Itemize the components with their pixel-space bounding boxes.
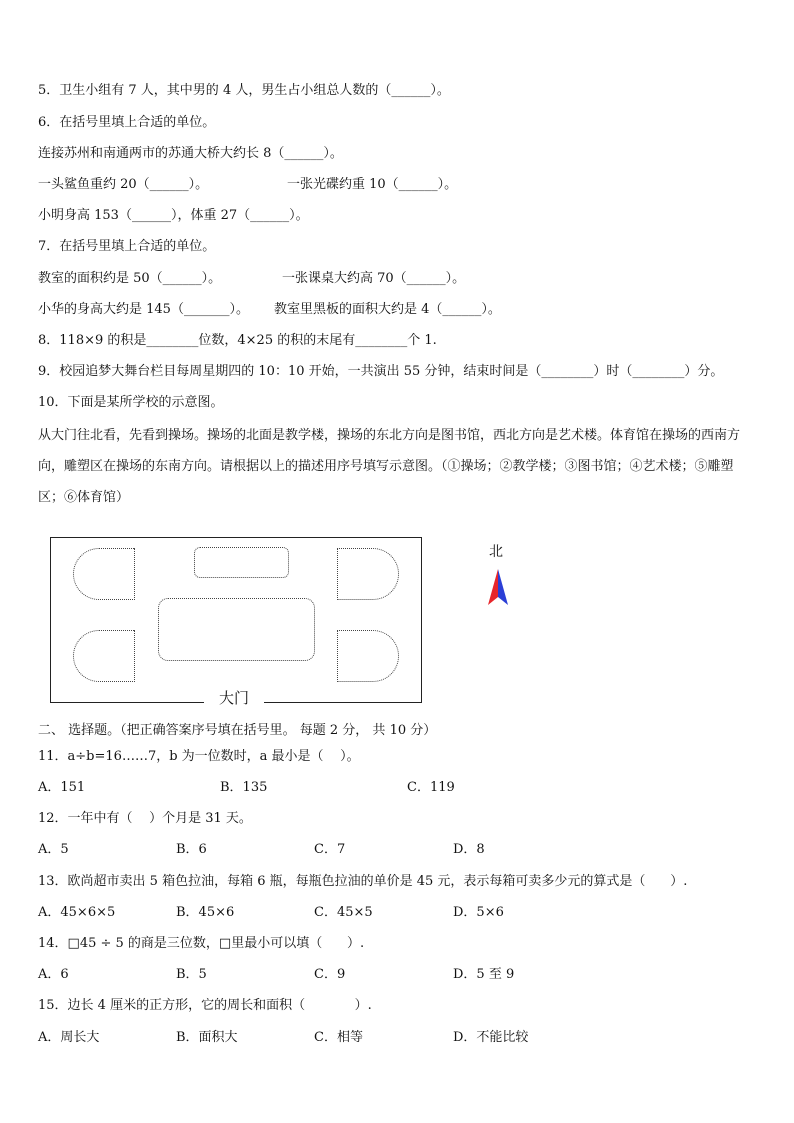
question-6-item-bridge: 连接苏州和南通两市的苏通大桥大约长 8（______）。 [38, 146, 343, 161]
question-11-option-c: C．119 [407, 780, 455, 795]
question-12-option-a: A．5 [38, 842, 69, 857]
question-12: 12．一年中有（ ）个月是 31 天。 [38, 811, 252, 826]
question-13-option-d: D．5×6 [453, 905, 504, 920]
question-13-option-c: C．45×5 [314, 905, 373, 920]
map-slot-northeast [337, 548, 399, 600]
question-10: 10．下面是某所学校的示意图。 [38, 395, 224, 410]
question-7-item-classroom: 教室的面积约是 50（______）。 [38, 271, 222, 286]
map-slot-southeast [337, 630, 399, 682]
question-12-option-b: B．6 [176, 842, 207, 857]
north-arrow-icon [487, 569, 509, 607]
school-map [50, 537, 422, 703]
question-13-option-a: A．45×6×5 [38, 905, 116, 920]
question-9: 9．校园追梦大舞台栏目每周星期四的 10：10 开始，一共演出 55 分钟，结束时间是（________）时（________）分。 [38, 364, 724, 379]
question-10-description: 从大门往北看，先看到操场。操场的北面是教学楼，操场的东北方向是图书馆，西北方向是艺术楼。体育馆在操场的西南方向，雕塑区在操场的东南方向。请根据以上的描述用序号填写示意图。（①操场；②教学楼；③图书馆；④艺术楼；⑤雕塑区；⑥体育馆） [38, 428, 741, 505]
map-slot-north [194, 547, 289, 578]
question-6-item-disc: 一张光碟约重 10（______）。 [287, 177, 458, 192]
question-14-option-c: C．9 [314, 967, 346, 982]
question-6-item-shark: 一头鲨鱼重约 20（______）。 [38, 177, 209, 192]
question-13-option-b: B．45×6 [176, 905, 235, 920]
question-6-item-height-weight: 小明身高 153（______），体重 27（______）。 [38, 208, 309, 223]
question-11-option-b: B．135 [220, 780, 268, 795]
question-15: 15．边长 4 厘米的正方形，它的周长和面积（ ）. [38, 998, 372, 1013]
question-15-option-c: C．相等 [314, 1030, 363, 1045]
map-slot-southwest [73, 630, 135, 682]
question-11-option-a: A．151 [38, 780, 86, 795]
map-slot-northwest [73, 548, 135, 600]
map-gate-label: 大门 [204, 688, 264, 708]
question-15-option-d: D．不能比较 [453, 1030, 529, 1045]
question-11: 11．a÷b=16……7，b 为一位数时，a 最小是（ ）。 [38, 749, 360, 764]
question-8: 8．118×9 的积是________位数，4×25 的积的末尾有________个 1. [38, 333, 437, 348]
north-label: 北 [489, 544, 503, 560]
question-7-item-height: 小华的身高大约是 145（_______）。 [38, 302, 249, 317]
question-12-option-c: C．7 [314, 842, 346, 857]
question-5: 5．卫生小组有 7 人，其中男的 4 人，男生占小组总人数的（______）。 [38, 83, 450, 98]
question-7-item-desk: 一张课桌大约高 70（______）。 [282, 271, 466, 286]
question-14-option-b: B．5 [176, 967, 207, 982]
question-14-option-a: A．6 [38, 967, 69, 982]
question-15-option-b: B．面积大 [176, 1030, 238, 1045]
question-7: 7．在括号里填上合适的单位。 [38, 239, 216, 254]
question-15-option-a: A．周长大 [38, 1030, 100, 1045]
map-slot-center [158, 598, 315, 661]
section-2-title: 二、 选择题。（把正确答案序号填在括号里。 每题 2 分， 共 10 分） [38, 723, 437, 738]
question-12-option-d: D．8 [453, 842, 485, 857]
question-6: 6．在括号里填上合适的单位。 [38, 115, 216, 130]
question-7-item-blackboard: 教室里黑板的面积大约是 4（______）。 [274, 302, 501, 317]
question-13: 13．欧尚超市卖出 5 箱色拉油，每箱 6 瓶，每瓶色拉油的单价是 45 元，表示每箱可卖多少元的算式是（ ）. [38, 874, 688, 889]
question-14-option-d: D．5 至 9 [453, 967, 515, 982]
question-14: 14．□45 ÷ 5 的商是三位数，□里最小可以填（ ）. [38, 936, 365, 951]
